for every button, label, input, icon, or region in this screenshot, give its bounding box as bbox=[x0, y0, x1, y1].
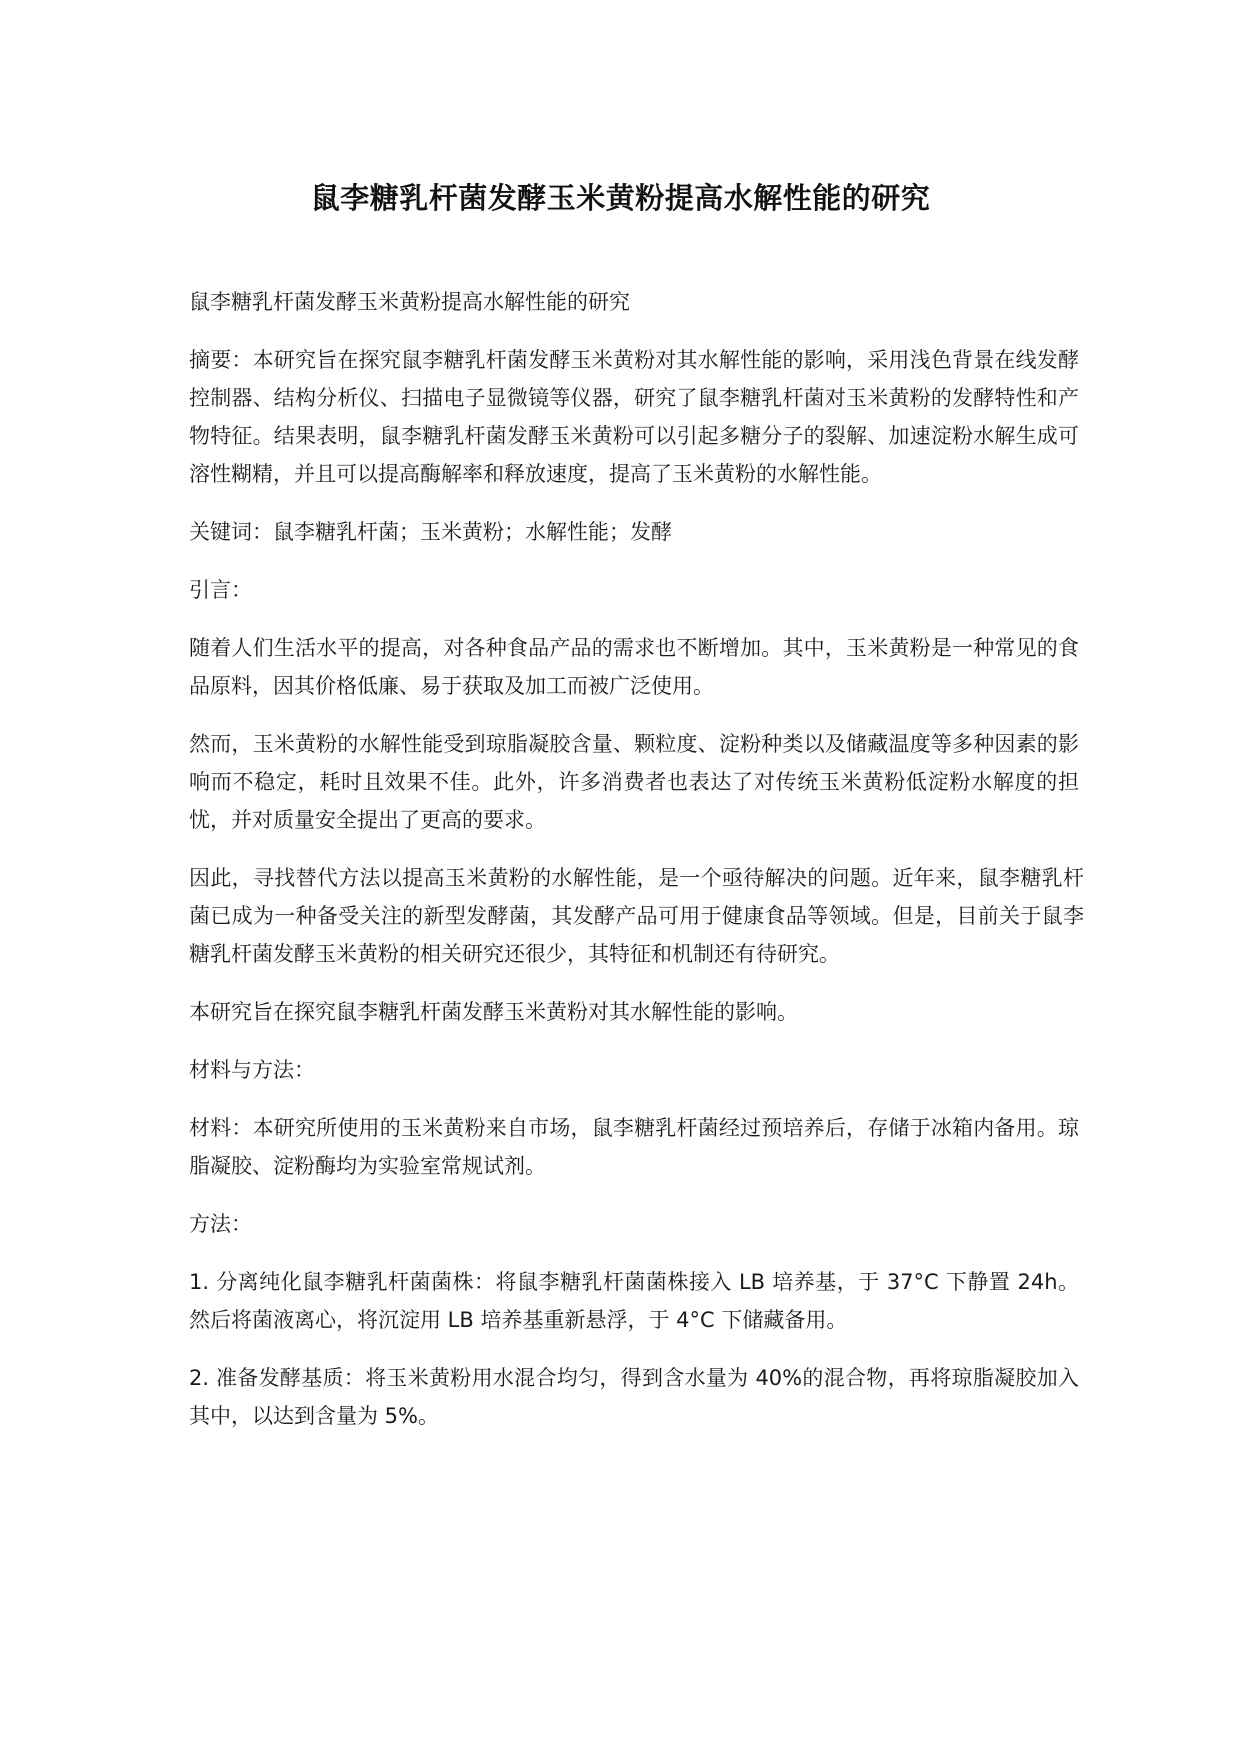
paragraph-materials: 材料：本研究所使用的玉米黄粉来自市场，鼠李糖乳杆菌经过预培养后，存储于冰箱内备用。琼脂凝胶、淀粉酶均为实验室常规试剂。 bbox=[189, 1116, 1079, 1178]
heading-materials-methods: 材料与方法： bbox=[189, 1058, 315, 1082]
heading-methods: 方法： bbox=[189, 1212, 252, 1236]
paragraph-keywords: 关键词：鼠李糖乳杆菌；玉米黄粉；水解性能；发酵 bbox=[189, 520, 672, 544]
paragraph-abstract: 摘要：本研究旨在探究鼠李糖乳杆菌发酵玉米黄粉对其水解性能的影响，采用浅色背景在线发酵控制器、结构分析仪、扫描电子显微镜等仪器，研究了鼠李糖乳杆菌对玉米黄粉的发酵特性和产物特征。结果表明，鼠李糖乳杆菌发酵玉米黄粉可以引起多糖分子的裂解、加速淀粉水解生成可溶性糊精，并且可以提高酶解率和释放速度，提高了玉米黄粉的水解性能。 bbox=[189, 348, 1079, 486]
paragraph-intro-2: 然而，玉米黄粉的水解性能受到琼脂凝胶含量、颗粒度、淀粉种类以及储藏温度等多种因素的影响而不稳定，耗时且效果不佳。此外，许多消费者也表达了对传统玉米黄粉低淀粉水解度的担忧，并对质量安全提出了更高的要求。 bbox=[189, 732, 1079, 832]
paragraph-method-1: 1. 分离纯化鼠李糖乳杆菌菌株：将鼠李糖乳杆菌菌株接入 LB 培养基，于 37°C 下静置 24h。然后将菌液离心，将沉淀用 LB 培养基重新悬浮，于 4°C 下储藏备用。 bbox=[189, 1270, 1079, 1332]
heading-introduction: 引言： bbox=[189, 578, 252, 602]
document-body bbox=[189, 283, 1084, 1455]
paragraph-method-2: 2. 准备发酵基质：将玉米黄粉用水混合均匀，得到含水量为 40%的混合物，再将琼脂凝胶加入其中，以达到含量为 5%。 bbox=[189, 1366, 1079, 1428]
paragraph-subtitle: 鼠李糖乳杆菌发酵玉米黄粉提高水解性能的研究 bbox=[189, 290, 630, 314]
paragraph-intro-1: 随着人们生活水平的提高，对各种食品产品的需求也不断增加。其中，玉米黄粉是一种常见的食品原料，因其价格低廉、易于获取及加工而被广泛使用。 bbox=[189, 636, 1079, 698]
paragraph-intro-4: 本研究旨在探究鼠李糖乳杆菌发酵玉米黄粉对其水解性能的影响。 bbox=[189, 1000, 798, 1024]
paragraph-intro-3: 因此，寻找替代方法以提高玉米黄粉的水解性能，是一个亟待解决的问题。近年来，鼠李糖乳杆菌已成为一种备受关注的新型发酵菌，其发酵产品可用于健康食品等领域。但是，目前关于鼠李糖乳杆菌发酵玉米黄粉的相关研究还很少，其特征和机制还有待研究。 bbox=[189, 866, 1084, 966]
document-title: 鼠李糖乳杆菌发酵玉米黄粉提高水解性能的研究 bbox=[310, 181, 931, 215]
